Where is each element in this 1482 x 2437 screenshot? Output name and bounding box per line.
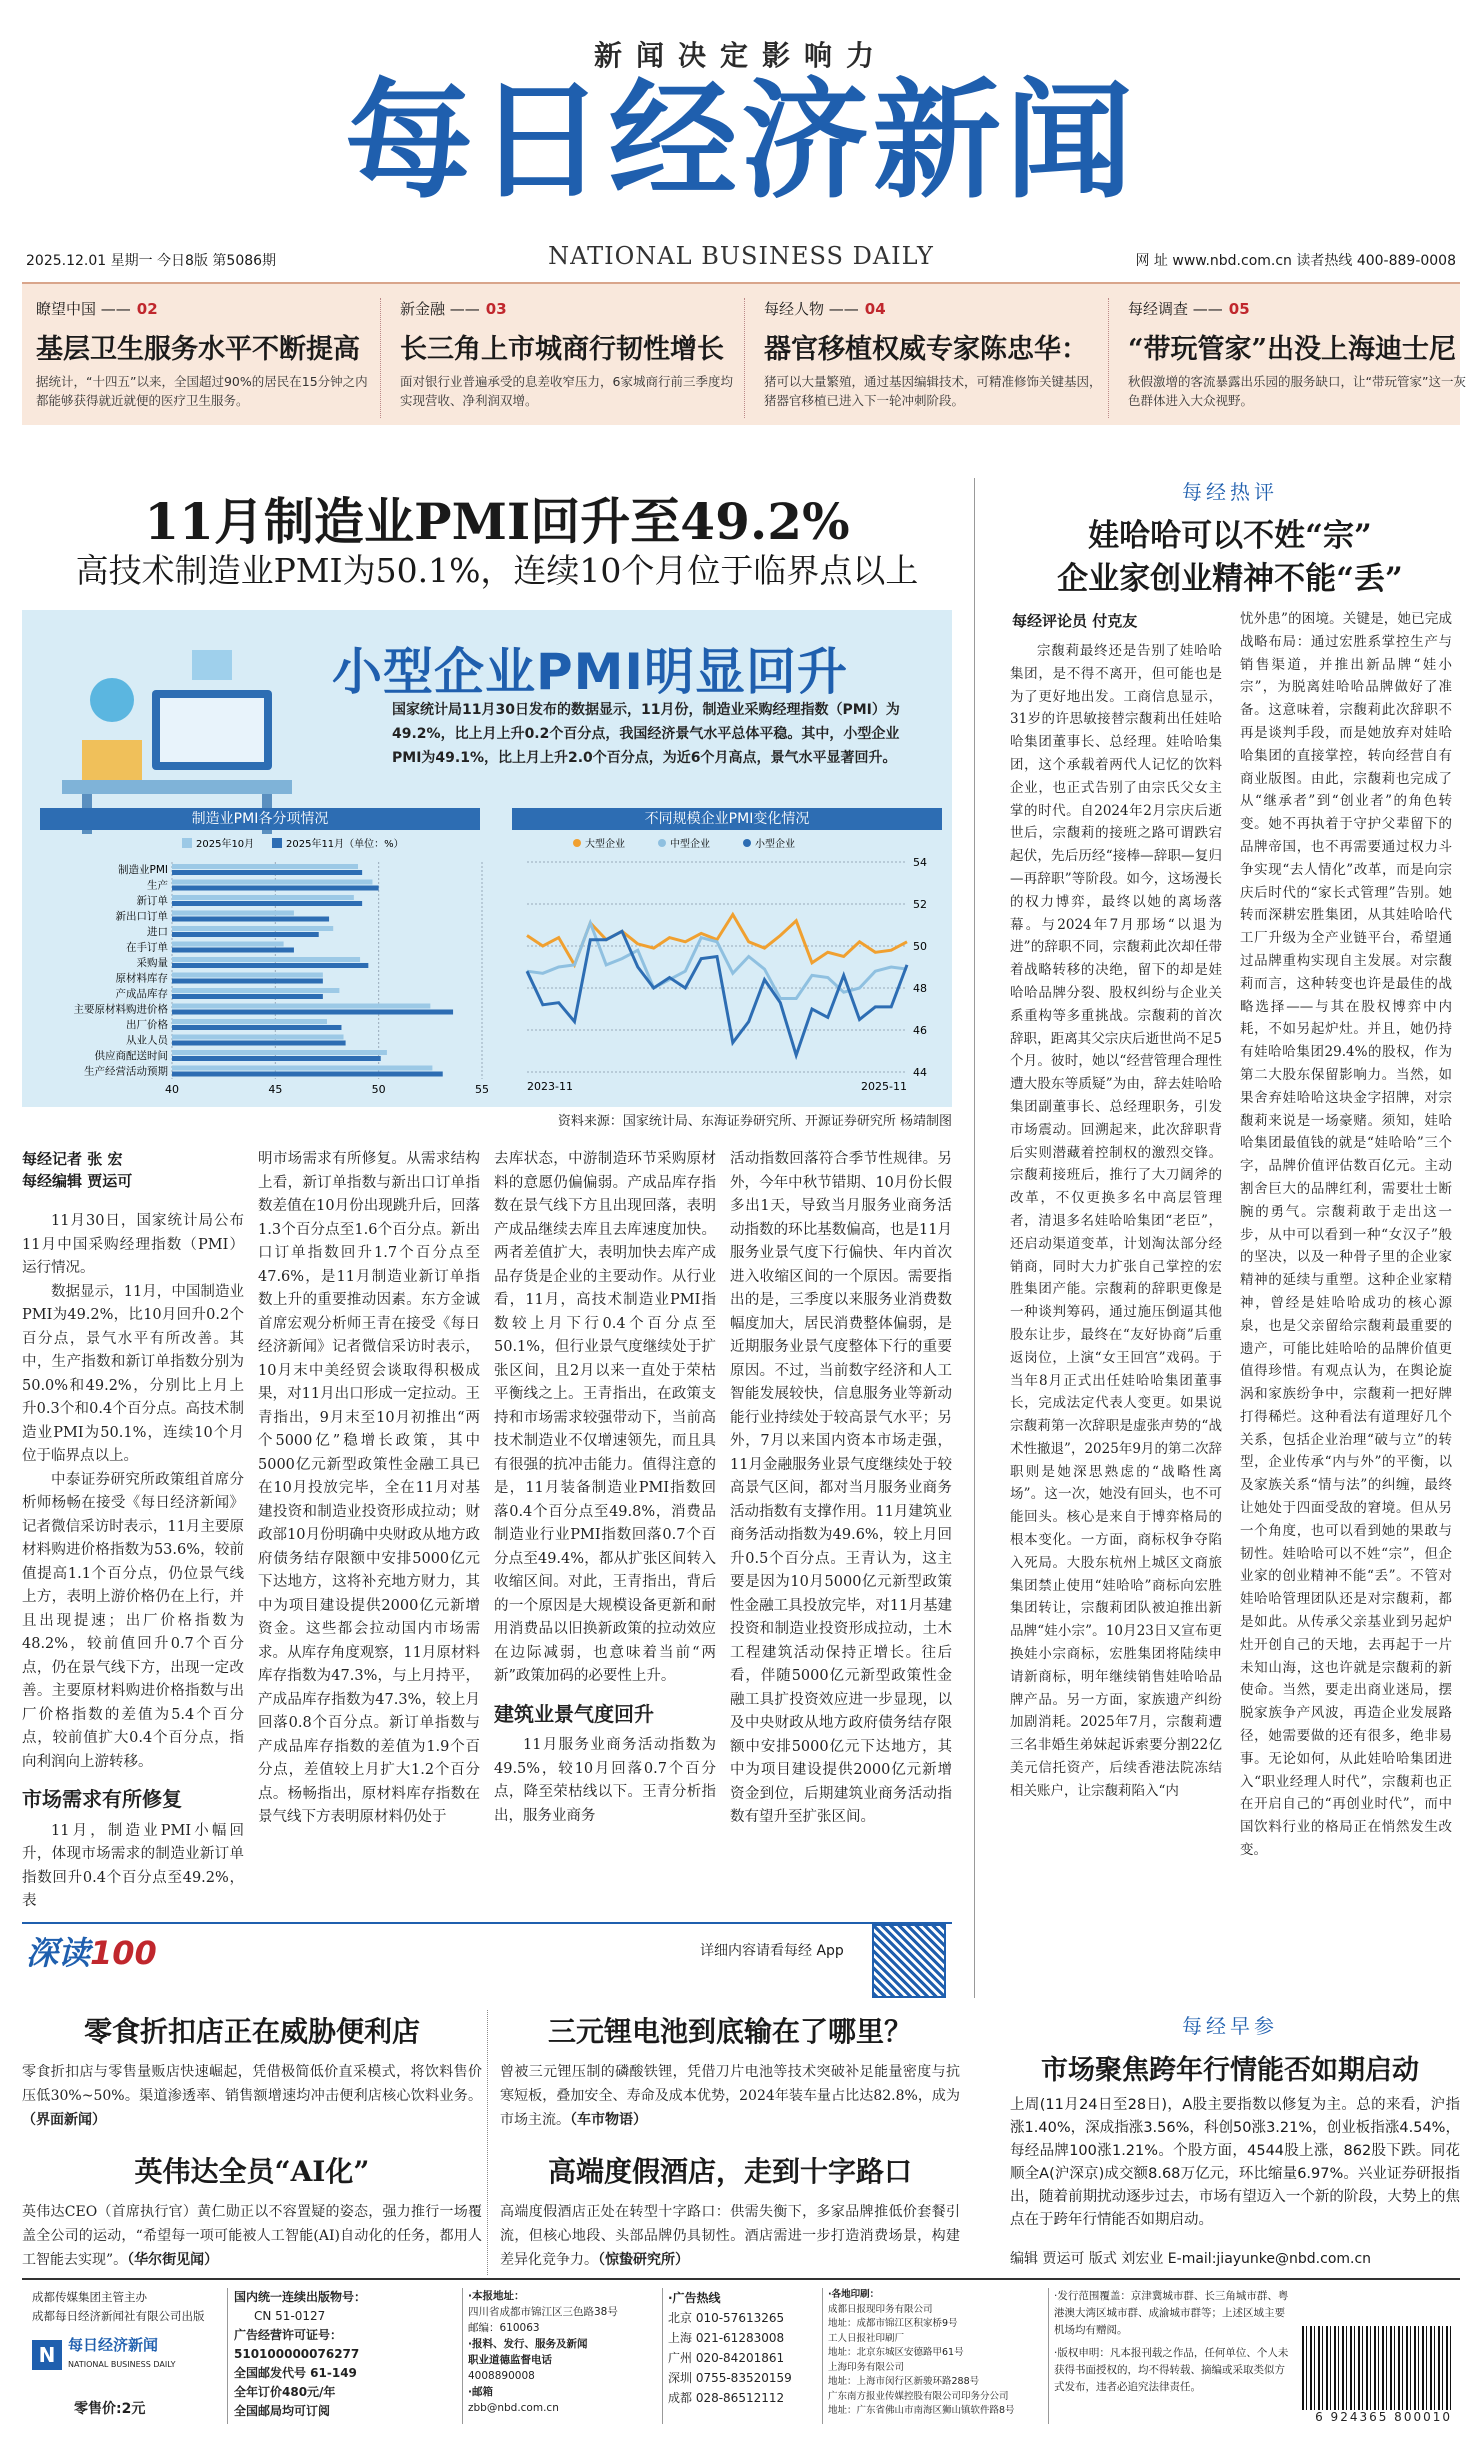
print-line: 地址：成都市锦江区积家桥9号 [828, 2318, 958, 2329]
guide-item[interactable]: 每经调查 —— 05 “带玩管家”出没上海迪士尼 秋假激增的客流暴露出乐园的服务缺口，让“带玩管家”这一灰色群体进入大众视野。 [1128, 298, 1473, 418]
bar-chart [32, 832, 492, 1107]
qr-code-icon[interactable] [872, 1924, 946, 1998]
reporter: 每经记者 张 宏 [22, 1150, 123, 1168]
category-label: 生产经营活动预期 [84, 1065, 168, 1078]
guide-page: 05 [1228, 300, 1250, 318]
note-line: ·发行范围覆盖：京津冀城市群、长三角城市群、粤港澳大湾区城市群、成渝城市群等；上述区域主要机场均有赠阅。 [1054, 2290, 1289, 2336]
bar [172, 886, 379, 891]
bar [172, 870, 362, 875]
reader-hotline: 网 址 www.nbd.com.cn 读者热线 400-889-0008 [1135, 253, 1456, 269]
commentary-col-2 [1240, 608, 1452, 1925]
category-label: 进口 [147, 926, 168, 938]
editor: 每经编辑 贾运可 [22, 1172, 133, 1190]
paragraph: 11月，制造业PMI小幅回升，体现市场需求的制造业新订单指数回升0.4个百分点至49.2%，表 [22, 1822, 244, 1909]
address-line: zbb@nbd.com.cn [468, 2402, 559, 2414]
logo-main: 深读 [26, 1934, 91, 1972]
digest-item[interactable] [22, 2010, 482, 2132]
code-line: CN 51-0127 [254, 2309, 326, 2323]
legend-label: 大型企业 [585, 839, 625, 850]
guide-section: 每经调查 [1128, 300, 1189, 318]
bar [172, 948, 294, 953]
sponsor-line: 成都每日经济新闻社有限公司出版 [32, 2309, 205, 2323]
paragraph: 明市场需求有所修复。从需求结构上看，新订单指数与新出口订单指数差值在10月份出现跳升后，回落1.3个百分点至1.6个百分点。新出口订单指数回升1.7个百分点至47.6%，是11月制造业新订单指数上升的重要推动因素。东方金诚首席宏观分析师王青在接受《每日经济新闻》记者微信采访时表示，10月末中美经贸会谈取得积极成果，对11月出口形成一定拉动。王青指出，9月末至10月初推出“两个5000亿”稳增长政策，其中5000亿元新型政策性金融工具已在10月投放完毕，全在11月对基建投资和制造业投资形成拉动；财政部10月份明确中央财政从地方政府债务结存限额中安排5000亿元下达地方，这将补充地方财力，其中为项目建设提供2000亿元新增资金。这些都会拉动国内市场需求。从库存角度观察，11月原材料库存指数为47.3%，与上月持平，产成品库存指数为47.3%，较上月回落0.8个百分点。新订单指数与产成品库存指数的差值为1.9个百分点，差值较上月扩大1.2个百分点。杨畅指出，原材料库存指数在景气线下方表明原材料仍处于 [258, 1151, 480, 1825]
lead-byline [22, 1148, 132, 1192]
bar [172, 1041, 346, 1046]
note-line: ·版权申明：凡本报刊载之作品，任何单位、个人未获得书面授权的，均不得转载、摘编或采取类似方式发布，违者必追究法律责任。 [1054, 2347, 1289, 2393]
lead-headline[interactable]: 11月制造业PMI回升至49.2% [144, 492, 850, 551]
commentary-tag: 每经热评 [1182, 480, 1278, 504]
guide-page: 04 [864, 300, 886, 318]
line-chart-title: 不同规模企业PMI变化情况 [512, 808, 942, 830]
bar [172, 994, 323, 999]
category-label: 主要原材料购进价格 [73, 1003, 168, 1016]
paragraph: 宗馥莉最终还是告别了娃哈哈集团，是不得不离开，但可能也是为了更好地出发。工商信息显示，31岁的许思敏接替宗馥莉出任娃哈哈集团董事长、总经理。娃哈哈集团，这个承载着两代人记忆的饮料企业，也正式告别了由宗氏父女主掌的时代。自2024年2月宗庆后逝世后，宗馥莉的接班之路可谓跌宕起伏，先后历经“接棒—辞职—复归—再辞职”等阶段。如今，这场漫长的权力博弈，最终以她的离场落幕。与2024年7月那场“以退为进”的辞职不同，宗馥莉此次却任带着战略转移的决绝，留下的却是娃哈哈品牌分裂、股权纠纷与企业关系重构等多重挑战。宗馥莉的首次辞职，距离其父宗庆后逝世尚不足5个月。彼时，她以“经营管理合理性遭大股东等质疑”为由，辞去娃哈哈集团副董事长、总经理职务，引发市场震动。回溯起来，此次辞职背后实则潜藏着控制权的激烈交锋。宗馥莉接班后，推行了大刀阔斧的改革，不仅更换多名中高层管理者，清退多名娃哈哈集团“老臣”，还启动渠道变革，计划淘汰部分经销商，同时大力扩张自己掌控的宏胜集团产能。宗馥莉的辞职更像是一种谈判筹码，通过施压倒逼其他股东让步，最终在“友好协商”后重返岗位，上演“女王回宫”戏码。于当年8月正式出任娃哈哈集团董事长，完成法定代表人变更。如果说宗馥莉第一次辞职是虚张声势的“战术性撤退”，2025年9月的第二次辞职则是她深思熟虑的“战略性离场”。这一次，她没有回头，也不可能回头。核心是来自于博弈格局的根本变化。一方面，商标权争夺陷入死局。大股东杭州上城区文商旅集团禁止使用“娃哈哈”商标向宏胜集团转让，宗馥莉团队被迫推出新品牌“娃小宗”。10月23日又宣布更换娃小宗商标，宏胜集团将陆续申请新商标，明年继续销售娃哈哈品牌产品。另一方面，家族遗产纠纷加剧消耗。2025年7月，宗馥莉遭三名非婚生弟妹起诉索要分割22亿美元信托资产，后续香港法院冻结相关账户，让宗馥莉陷入“内 [1010, 643, 1222, 1799]
footer [22, 2278, 1460, 2428]
digest-text: 零食折扣店与零售量贩店快速崛起，凭借极简低价直采模式，将饮料售价压低30%~50%。渠道渗透率、销售额增速均冲击便利店核心饮料业务。 [22, 2064, 482, 2104]
footer-brand: 每日经济新闻 [68, 2336, 159, 2354]
address-line: 职业道德监督电话 [468, 2354, 552, 2366]
price: 零售价:2元 [74, 2401, 146, 2417]
footer-logo [32, 2336, 222, 2374]
morning-headline[interactable]: 市场聚焦跨年行情能否如期启动 [1041, 2055, 1419, 2086]
ad-line: ·广告热线 [668, 2291, 721, 2305]
sponsor-line: 成都传媒集团主管主办 [32, 2290, 147, 2304]
barcode-icon [1302, 2326, 1452, 2410]
legend-label: 2025年11月（单位：%） [286, 839, 404, 850]
bar [172, 1035, 344, 1040]
bar [172, 957, 360, 962]
lead-col-3 [494, 1148, 716, 1828]
barcode-number: 6 924365 800010 [1315, 2410, 1452, 2424]
guide-desc: 据统计，“十四五”以来，全国超过90%的居民在15分钟之内都能够获得就近就便的医疗卫生服务。 [36, 374, 368, 408]
digest-source: （界面新闻） [22, 2112, 106, 2128]
bar [172, 1010, 453, 1015]
digest-headline: 高端度假酒店，走到十字路口 [547, 2155, 912, 2188]
category-label: 生产 [147, 879, 168, 892]
guide-headline: 器官移植权威专家陈忠华： [764, 334, 1088, 365]
lead-col-2 [258, 1148, 480, 1830]
category-label: 出厂价格 [126, 1019, 168, 1031]
commentary-col-1 [1010, 640, 1222, 1925]
lead-col-4 [730, 1148, 952, 1830]
guide-item[interactable]: 瞭望中国 —— 02 基层卫生服务水平不断提高 据统计，“十四五”以来，全国超过90%的居民在15分钟之内都能够获得就近就便的医疗卫生服务。 [36, 298, 381, 418]
guide-desc: 猪可以大量繁殖，通过基因编辑技术，可精准修饰关键基因，猪器官移植已进入下一轮冲刺阶段。 [764, 374, 1102, 408]
guide-headline: 基层卫生服务水平不断提高 [36, 334, 360, 365]
category-label: 原材料库存 [115, 972, 168, 985]
ad-line: 广州 020-84201861 [668, 2351, 785, 2365]
digest-headline: 三元锂电池到底输在了哪里？ [547, 2015, 912, 2048]
category-label: 从业人员 [126, 1034, 168, 1047]
digest-text: 英伟达CEO（首席执行官）黄仁勋正以不容置疑的姿态，强力推行一场覆盖全公司的运动，“希望每一项可能被人工智能(AI)自动化的任务，都用人工智能去实现”。 [22, 2204, 482, 2268]
ad-line: 上海 021-61283008 [668, 2331, 785, 2345]
tick-label: 46 [913, 1024, 927, 1037]
ad-hotline-block [668, 2288, 818, 2408]
print-line: 地址：上海市闵行区新骏环路288号 [828, 2376, 980, 2387]
tick-label: 48 [913, 982, 927, 995]
digest-text: 高端度假酒店正处在转型十字路口：供需失衡下，多家品牌推低价套餐引流，但核心地段、头部品牌仍具韧性。酒店需进一步打造消费场景，构建差异化竞争力。 [500, 2204, 960, 2268]
digest-item[interactable] [22, 2150, 482, 2272]
page-editor-line: 编辑 贾运可 版式 刘宏业 E-mail:jiayunke@nbd.com.cn [1010, 2251, 1372, 2267]
print-line: 地址：广东省佛山市南海区狮山镇软件路8号 [828, 2405, 1015, 2416]
bar [172, 963, 368, 968]
bar [172, 901, 362, 906]
legend-swatch [182, 838, 192, 848]
print-line: 广东南方报业传媒控股有限公司印务分公司 [828, 2390, 1009, 2402]
masthead-english-name: NATIONAL BUSINESS DAILY [548, 242, 934, 270]
digest-item[interactable] [500, 2150, 960, 2272]
guide-page: 02 [136, 300, 158, 318]
line-chart [507, 832, 947, 1107]
bar [172, 979, 323, 984]
bar [172, 1050, 387, 1055]
bar [172, 988, 339, 993]
morning-tag: 每经早参 [1182, 2014, 1278, 2038]
lead-subheadline: 高技术制造业PMI为50.1%，连续10个月位于临界点以上 [75, 551, 919, 590]
guide-section: 每经人物 [764, 300, 825, 318]
commentary-headline[interactable]: 娃哈哈可以不姓“宗” [1088, 518, 1372, 554]
address-line: 邮编：610063 [468, 2322, 540, 2334]
tick-label: 45 [268, 1083, 283, 1096]
guide-section: 新金融 [400, 300, 446, 318]
app-note: 详细内容请看每经 App [700, 1943, 844, 1959]
lead-col-1 [22, 1210, 244, 1914]
bar [172, 911, 294, 916]
paragraph: 中泰证券研究所政策组首席分析师杨畅在接受《每日经济新闻》记者微信采访时表示，11月主要原材料购进价格指数为53.6%，较前值提高1.1个百分点，仍位景气线上方，表明上游价格仍在上行，并且出现提速；出厂价格指数为48.2%，较前值回升0.7个百分点，仍在景气线下方，出现一定改善。主要原材料购进价格指数与出厂价格指数的差值为5.4个百分点，较前值扩大0.4个百分点，指向利润向上游转移。 [22, 1471, 244, 1770]
bar [172, 895, 354, 900]
print-line: 上海印务有限公司 [828, 2361, 905, 2373]
address-block [468, 2288, 658, 2416]
print-line: 工人日报社印刷厂 [828, 2332, 905, 2344]
bar [172, 1072, 443, 1077]
bar [172, 1056, 381, 1061]
digest-item[interactable] [500, 2010, 960, 2132]
digest-source: （车市物语） [570, 2112, 647, 2128]
guide-desc: 秋假激增的客流暴露出乐园的服务缺口，让“带玩管家”这一灰色群体进入大众视野。 [1128, 374, 1466, 408]
category-label: 供应商配送时间 [94, 1050, 168, 1062]
chart-source: 资料来源：国家统计局、东海证券研究所、开源证券研究所 杨靖制图 [557, 1114, 952, 1129]
commentary-byline: 每经评论员 付克友 [1012, 612, 1138, 630]
tick-label: 54 [913, 856, 927, 869]
guide-headline: 长三角上市城商行韧性增长 [400, 334, 724, 365]
legend-label: 2025年10月 [196, 839, 255, 850]
address-line: ·邮箱 [468, 2386, 493, 2398]
infographic [22, 610, 952, 1107]
code-line: 全年订价480元/年 [234, 2385, 336, 2399]
legend-swatch [272, 838, 282, 848]
bar-chart-title: 制造业PMI各分项情况 [40, 808, 480, 830]
category-label: 采购量 [136, 957, 168, 969]
bar [172, 880, 372, 885]
paragraph: 11月30日，国家统计局公布11月中国采购经理指数（PMI）运行情况。 [22, 1213, 244, 1276]
publication-codes [234, 2288, 464, 2421]
morning-text: 上周(11月24日至28日)，A股主要指数以修复为主。总的来看，沪指涨1.40%，深成指涨3.56%，科创50涨3.21%，创业板指涨4.54%，每经品牌100涨1.21%。个股方面，4544股上涨，862股下跌。同花顺全A(沪深京)成交额8.68万亿元，环比缩量6.97%。兴业证券研报指出，随着前期扰动逐步过去，市场有望迈入一个新的阶段，大势上的焦点在于跨年行情能否如期启动。 [1010, 2097, 1460, 2228]
legend-label: 小型企业 [755, 839, 795, 850]
digest-text: 曾被三元锂压制的磷酸铁锂，凭借刀片电池等技术突破补足能量密度与抗寒短板，叠加安全、寿命及成本优势，2024年装车量占比达82.8%，成为市场主流。 [500, 2064, 960, 2128]
issue-date-line: 2025.12.01 星期一 今日8版 第5086期 [26, 253, 277, 269]
guide-headline: “带玩管家”出没上海迪士尼 [1128, 334, 1457, 365]
category-label: 在手订单 [126, 941, 168, 954]
bar [172, 973, 323, 978]
address-line: ·本报地址： [468, 2290, 525, 2302]
category-label: 新出口订单 [115, 910, 168, 923]
digest-headline: 英伟达全员“AI化” [134, 2155, 370, 2188]
address-line: 四川省成都市锦江区三色路38号 [468, 2306, 618, 2318]
column-divider [974, 478, 975, 1998]
category-label: 新订单 [136, 895, 168, 907]
tick-label: 50 [913, 940, 927, 953]
print-block [828, 2288, 1043, 2419]
brand-icon: N [32, 2340, 62, 2370]
bar [172, 917, 329, 922]
guide-item[interactable]: 每经人物 —— 04 器官移植权威专家陈忠华： 猪可以大量繁殖，通过基因编辑技术，可精准修饰关键基因，猪器官移植已进入下一轮冲刺阶段。 [764, 298, 1109, 418]
paragraph: 数据显示，11月，中国制造业PMI为49.2%，比10月回升0.2个百分点，景气水平有所改善。其中，生产指数和新订单指数分别为50.0%和49.2%，分别比上月上升0.3个和0.4个百分点。高技术制造业PMI为50.1%，连续10个月位于临界点以上。 [22, 1283, 244, 1464]
guide-page: 03 [485, 300, 507, 318]
section-subhead: 建筑业景气度回升 [494, 1701, 654, 1726]
ad-line: 深圳 0755-83520159 [668, 2371, 792, 2385]
paragraph: 忧外患”的困境。关键是，她已完成战略布局：通过宏胜系掌控生产与销售渠道，并推出新品牌“娃小宗”，为脱离娃哈哈品牌做好了准备。这意味着，宗馥莉此次辞职不再是谈判手段，而是她放弃对娃哈哈集团的直接掌控，转向经营自有商业版图。由此，宗馥莉也完成了从“继承者”到“创业者”的角色转变。她不再执着于守护父辈留下的品牌帝国，也不再需要通过权力斗争实现“去人情化”改革，而是向宗庆后时代的“家长式管理”告别。她转而深耕宏胜集团，从其娃哈哈代工厂升级为全产业链平台，希望通过品牌重构实现自主发展。对宗馥莉而言，这种转变也许是最佳的战略选择——与其在股权博弈中内耗，不如另起炉灶。并且，她仍持有娃哈哈集团29.4%的股权，作为第二大股东保留影响力。当然，如果舍弃娃哈哈这块金字招牌，对宗馥莉来说是一场豪赌。须知，娃哈哈集团最值钱的就是“娃哈哈”三个字，品牌价值评估数百亿元。主动割舍巨大的品牌红利，需要壮士断腕的勇气。宗馥莉敢于走出这一步，从中可以看到一种“女汉子”般的坚决，以及一种骨子里的企业家精神的延续与重塑。这种企业家精神，曾经是娃哈哈成功的核心源泉，也是父亲留给宗馥莉最重要的遗产，可能比娃哈哈的品牌价值更值得珍惜。有观点认为，在舆论旋涡和家族纷争中，宗馥莉一把好牌打得稀烂。这种看法有道理好几个关系，包括企业治理“破与立”的转型，企业传承“内与外”的平衡，以及家族关系“情与法”的纠缠，最终让她处于四面受敌的窘境。但从另一个角度，也可以看到她的果敢与韧性。娃哈哈可以不姓“宗”，但企业家的创业精神不能“丢”。不管对娃哈哈管理团队还是对宗馥莉，都是如此。从传承父亲基业到另起炉灶开创自己的天地，去再起于一片未知山海，这也许就是宗馥莉的新使命。当然，要走出商业迷局，摆脱家族争产风波，再造企业发展路径，她需要做的还有很多，绝非易事。无论如何，从此娃哈哈集团进入“职业经理人时代”，宗馥莉也正在开启自己的“再创业时代”，而中国饮料行业的格局正在悄然发生改变。 [1240, 611, 1452, 1859]
paragraph: 去库状态，中游制造环节采购原材料的意愿仍偏偏弱。产成品库存指数在景气线下方且出现回落，表明产成品继续去库且去库速度加快。两者差值扩大，表明加快去库产成品存货是企业的主要动作。从行业看，11月，高技术制造业PMI指数较上月下行0.4个百分点至50.1%，但行业景气度继续处于扩张区间，且2月以来一直处于荣枯平衡线之上。王青指出，在政策支持和市场需求较强带动下，当前高技术制造业不仅增速领先，而且具有很强的抗冲击能力。值得注意的是，11月装备制造业PMI指数回落0.4个百分点至49.8%，消费品制造业行业PMI指数回落0.7个百分点至49.4%，都从扩张区间转入收缩区间。对此，王青指出，背后的一个原因是大规模设备更新和耐用消费品以旧换新政策的拉动效应在边际减弱，也意味着当前“两新”政策加码的必要性上升。 [494, 1151, 716, 1684]
commentary-headline-2[interactable]: 企业家创业精神不能“丢” [1057, 561, 1403, 597]
logo-num: 100 [90, 1934, 157, 1972]
print-line: ·各地印刷： [828, 2289, 880, 2300]
code-line: 国内统一连续出版物号： [234, 2290, 367, 2304]
guide-section: 瞭望中国 [36, 300, 97, 318]
bar [172, 1004, 430, 1009]
code-line: 全国邮局均可订阅 [234, 2404, 331, 2418]
deep-read-logo [26, 1928, 157, 1974]
x-label: 2025-11 [861, 1080, 907, 1093]
page-guide-box [22, 282, 1466, 425]
footer-brand-en: NATIONAL BUSINESS DAILY [68, 2360, 176, 2369]
address-line: 4008890008 [468, 2370, 535, 2382]
digest-headline: 零食折扣店正在威胁便利店 [83, 2015, 420, 2048]
category-label: 制造业PMI [118, 864, 168, 876]
bar [172, 932, 319, 937]
section-subhead: 市场需求有所修复 [22, 1787, 182, 1811]
bar [172, 864, 358, 869]
ad-line: 成都 028-86512112 [668, 2391, 785, 2405]
print-line: 地址：北京东城区安德路甲61号 [828, 2347, 964, 2358]
notes-block [1054, 2288, 1294, 2396]
digest-source: （华尔街见闻） [127, 2252, 219, 2268]
tick-label: 52 [913, 898, 927, 911]
digest-source: （惊蛰研究所） [598, 2252, 689, 2268]
guide-item[interactable]: 新金融 —— 03 长三角上市城商行韧性增长 面对银行业普遍承受的息差收窄压力，6家城商行前三季度均实现营收、净利润双增。 [400, 298, 745, 418]
masthead-title: 每日经济新闻 [344, 67, 1137, 216]
masthead-slogan: 新闻决定影响力 [593, 39, 888, 72]
guide-desc: 面对银行业普遍承受的息差收窄压力，6家城商行前三季度均实现营收、净利润双增。 [400, 374, 733, 408]
tick-label: 55 [475, 1083, 489, 1096]
digest-divider [487, 2010, 488, 2275]
paragraph: 活动指数回落符合季节性规律。另外，今年中秋节错期、10月份长假多出1天，导致当月服务业商务活动指数的环比基数偏高，也是11月服务业景气度下行偏快、年内首次进入收缩区间的一个原因。需要指出的是，三季度以来服务业消费数幅度加大，居民消费整体偏弱，是近期服务业景气度整体下行的重要原因。不过，当前数字经济和人工智能发展较快，信息服务业等新动能行业持续处于较高景气水平；另外，7月以来国内资本市场走强，11月金融服务业景气度继续处于较高景气区间，都对当月服务业商务活动指数有支撑作用。11月建筑业商务活动指数为49.6%，较上月回升0.5个百分点。王青认为，这主要是因为10月5000亿元新型政策性金融工具投放完毕，对11月基建投资和制造业投资形成拉动，土木工程建筑活动保持正增长。往后看，伴随5000亿元新型政策性金融工具扩投资效应进一步显现，以及中央财政从地方政府债务结存限额中安排5000亿元下达地方，其中为项目建设提供2000亿元新增资金到位，后期建筑业商务活动指数有望升至扩张区间。 [730, 1151, 952, 1825]
sponsor-block [32, 2288, 222, 2374]
paragraph: 11月服务业商务活动指数为49.5%，较10月回落0.7个百分点，降至荣枯线以下。王青分析指出，服务业商务 [494, 1737, 716, 1824]
code-line: 全国邮发代号 61-149 [234, 2366, 357, 2380]
category-label: 产成品库存 [115, 988, 168, 1000]
legend-dot [743, 839, 751, 847]
code-line: 广告经营许可证号：510100000076277 [234, 2328, 360, 2361]
address-line: ·报料、发行、服务及新闻 [468, 2338, 588, 2350]
legend-label: 中型企业 [670, 839, 710, 850]
bar [172, 1019, 327, 1024]
bar [172, 926, 333, 931]
tick-label: 50 [371, 1083, 386, 1096]
legend-dot [573, 839, 581, 847]
bar [172, 1025, 341, 1030]
ad-line: 北京 010-57613265 [668, 2311, 785, 2325]
print-line: 成都日报现印务有限公司 [828, 2303, 933, 2315]
tick-label: 44 [913, 1066, 927, 1079]
bar [172, 1066, 432, 1071]
legend-dot [658, 839, 666, 847]
infographic-title: 小型企业PMI明显回升 [332, 643, 849, 701]
bar [172, 942, 284, 947]
x-label: 2023-11 [527, 1080, 573, 1093]
infographic-desc: 国家统计局11月30日发布的数据显示，11月份，制造业采购经理指数（PMI）为49.2%，比上月上升0.2个百分点，我国经济景气水平总体平稳。其中，小型企业PMI为49.1%，比上月上升2.0个百分点，为近6个月高点，景气水平显著回升。 [392, 702, 900, 766]
tick-label: 40 [165, 1083, 179, 1096]
